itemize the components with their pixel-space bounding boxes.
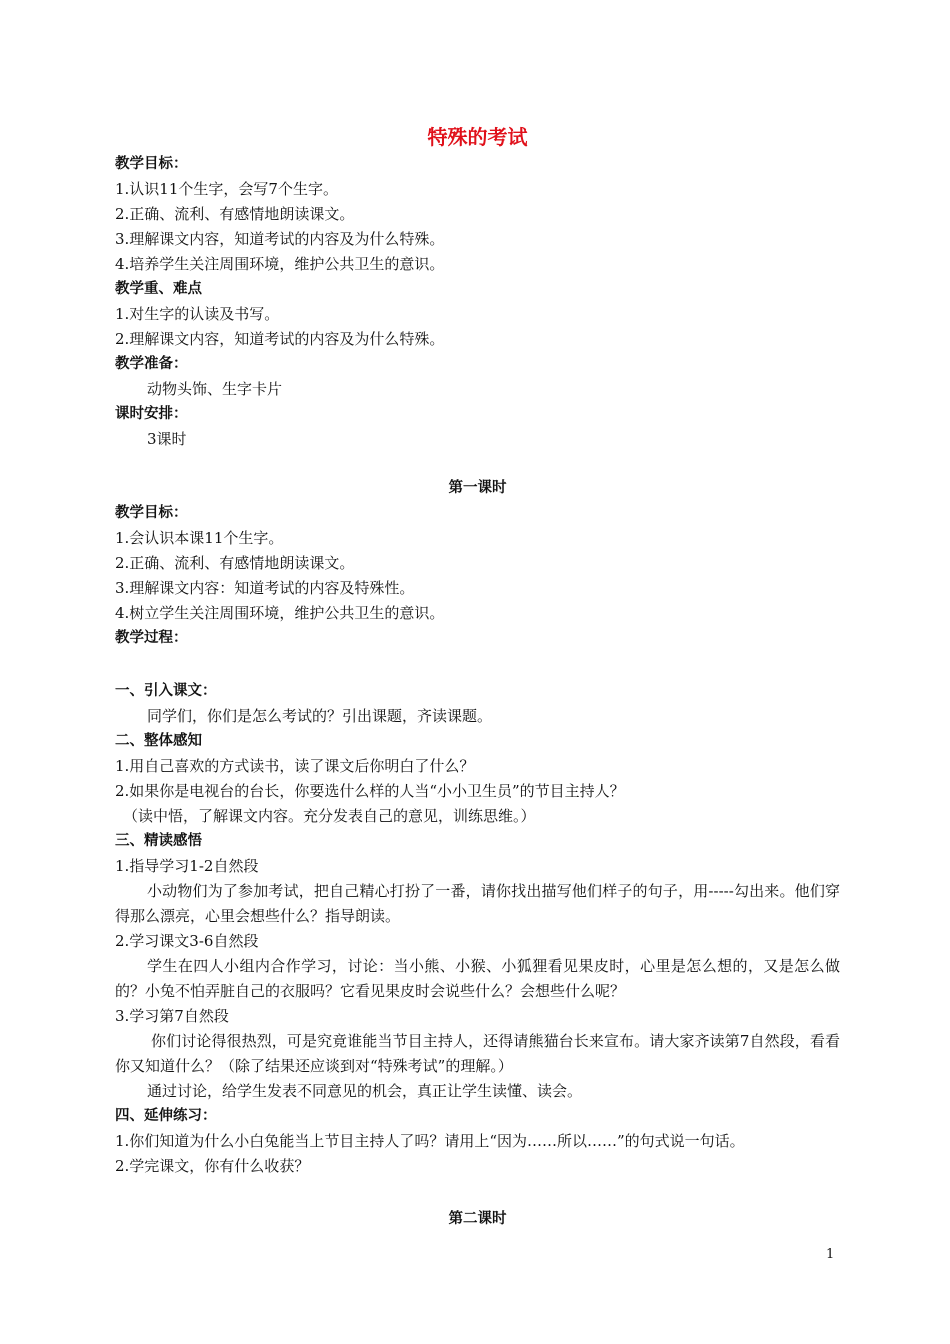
section4-heading: 四、延伸练习： bbox=[115, 1108, 217, 1124]
section2-item: 2.如果你是电视台的台长，你要选什么样的人当“小小卫生员”的节目主持人？ bbox=[115, 782, 625, 800]
lesson1-goal-item: 2.正确、流利、有感情地朗读课文。 bbox=[115, 554, 355, 572]
section1-heading: 一、引入课文： bbox=[115, 683, 217, 699]
section3-part3-text: 你们讨论得很热烈，可是究竟谁能当节目主持人，还得请熊猫台长来宣布。请大家齐读第7自然段，看看你又知道什么？（除了结果还应谈到对“特殊考试”的理解。） bbox=[115, 1032, 840, 1075]
goal-item: 4.培养学生关注周围环境，维护公共卫生的意识。 bbox=[115, 255, 445, 273]
section3-heading: 三、精读感悟 bbox=[115, 833, 202, 849]
goal-item: 2.正确、流利、有感情地朗读课文。 bbox=[115, 205, 355, 223]
document-page bbox=[115, 122, 840, 1232]
goal-item: 1.认识11个生字，会写7个生字。 bbox=[115, 180, 338, 198]
page-number: 1 bbox=[826, 1247, 835, 1262]
goal-item: 3.理解课文内容，知道考试的内容及为什么特殊。 bbox=[115, 230, 445, 248]
section3-part2-text: 学生在四人小组内合作学习，讨论：当小熊、小猴、小狐狸看见果皮时，心里是怎么想的，又是怎么做的？小兔不怕弄脏自己的衣服吗？它看见果皮时会说些什么？会想些什么呢？ bbox=[115, 957, 840, 1000]
lesson2-heading: 第二课时 bbox=[448, 1211, 507, 1227]
prep-text: 动物头饰、生字卡片 bbox=[147, 380, 283, 398]
section4-item: 2.学完课文，你有什么收获？ bbox=[115, 1157, 310, 1175]
goals-heading: 教学目标： bbox=[115, 156, 188, 172]
keypoint-item: 2.理解课文内容，知道考试的内容及为什么特殊。 bbox=[115, 330, 445, 348]
section2-heading: 二、整体感知 bbox=[115, 733, 202, 749]
document-title: 特殊的考试 bbox=[427, 125, 528, 149]
section4-item: 1.你们知道为什么小白兔能当上节目主持人了吗？请用上“因为……所以……”的句式说一句话。 bbox=[115, 1132, 745, 1150]
section3-part2-title: 2.学习课文3-6自然段 bbox=[115, 932, 259, 950]
lesson1-goals-heading: 教学目标： bbox=[115, 505, 188, 521]
lesson1-heading: 第一课时 bbox=[448, 480, 507, 496]
section3-part1-title: 1.指导学习1-2自然段 bbox=[115, 857, 259, 875]
keypoints-heading: 教学重、难点 bbox=[115, 281, 202, 297]
prep-heading: 教学准备： bbox=[115, 356, 188, 372]
lesson1-goal-item: 1.会认识本课11个生字。 bbox=[115, 529, 284, 547]
section3-part1-text: 小动物们为了参加考试，把自己精心打扮了一番，请你找出描写他们样子的句子，用-----勾出来。他们穿得那么漂亮，心里会想些什么？指导朗读。 bbox=[115, 882, 840, 925]
schedule-heading: 课时安排： bbox=[115, 406, 188, 422]
section2-note: （读中悟，了解课文内容。充分发表自己的意见，训练思维。） bbox=[123, 807, 536, 825]
section3-part3-note: 通过讨论，给学生发表不同意见的机会，真正让学生读懂、读会。 bbox=[147, 1082, 583, 1100]
section2-item: 1.用自己喜欢的方式读书，读了课文后你明白了什么？ bbox=[115, 757, 475, 775]
section1-text: 同学们，你们是怎么考试的？引出课题，齐读课题。 bbox=[147, 707, 493, 725]
keypoint-item: 1.对生字的认读及书写。 bbox=[115, 305, 280, 323]
schedule-text: 3课时 bbox=[147, 430, 187, 448]
section3-part3-title: 3.学习第7自然段 bbox=[115, 1007, 229, 1025]
lesson1-goal-item: 3.理解课文内容：知道考试的内容及特殊性。 bbox=[115, 579, 415, 597]
lesson1-goal-item: 4.树立学生关注周围环境，维护公共卫生的意识。 bbox=[115, 604, 445, 622]
process-heading: 教学过程： bbox=[115, 630, 188, 646]
